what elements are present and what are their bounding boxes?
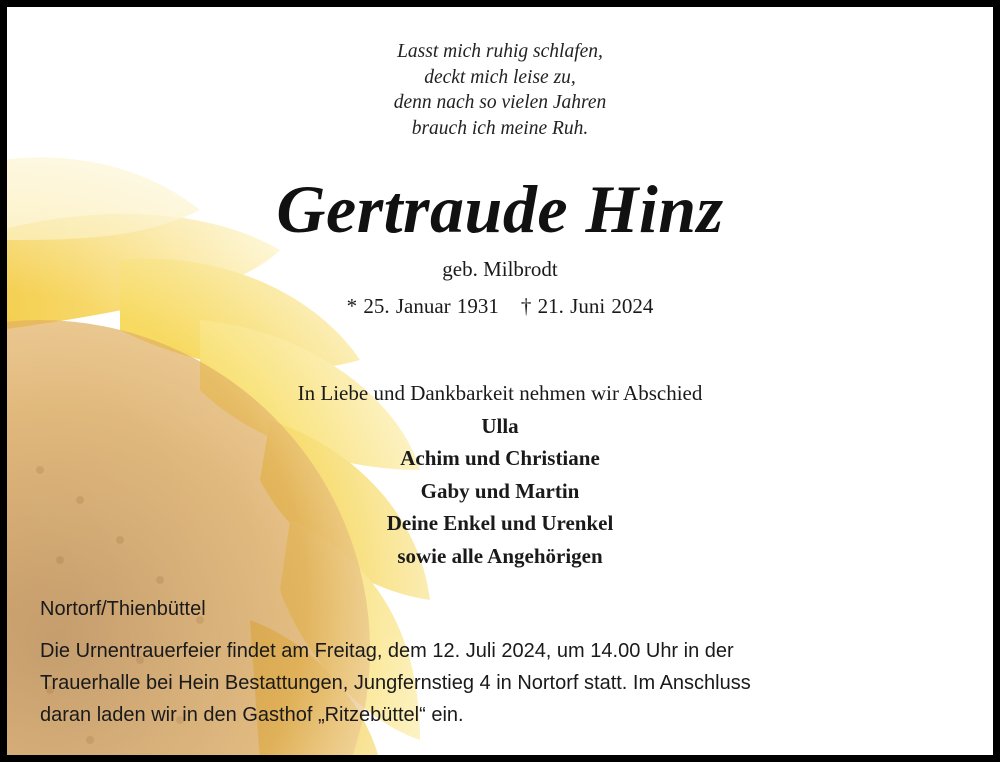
farewell-block <box>7 377 993 572</box>
maiden-name: geb. Milbrodt <box>442 257 558 281</box>
mourner: Deine Enkel und Urenkel <box>386 511 614 535</box>
mourner: sowie alle Angehörigen <box>397 543 603 568</box>
mourner: Ulla <box>481 413 519 438</box>
poem-line: Lasst mich ruhig schlafen, <box>397 41 603 62</box>
service-line: daran laden wir in den Gasthof „Ritzebüttel“ ein. <box>40 704 464 726</box>
life-dates <box>7 292 993 320</box>
farewell-intro: In Liebe und Dankbarkeit nehmen wir Abschied <box>297 381 703 405</box>
service-info <box>40 635 940 731</box>
poem-line: deckt mich leise zu, <box>424 66 576 88</box>
birth-date: * 25. Januar 1931 <box>346 294 499 318</box>
mourner: Achim und Christiane <box>400 446 600 470</box>
service-line: Die Urnentrauerfeier findet am Freitag, dem 12. Juli 2024, um 14.00 Uhr in der <box>40 640 734 662</box>
poem <box>7 39 993 141</box>
deceased-name: Gertraude Hinz <box>276 171 724 247</box>
mourner: Gaby und Martin <box>420 478 580 503</box>
poem-line: denn nach so vielen Jahren <box>393 92 607 113</box>
death-date: † 21. Juni 2024 <box>520 294 654 318</box>
service-line: Trauerhalle bei Hein Bestattungen, Jungfernstieg 4 in Nortorf statt. Im Anschluss <box>40 672 751 694</box>
place-name: Nortorf/Thienbüttel <box>40 598 206 620</box>
poem-line: brauch ich meine Ruh. <box>411 117 589 139</box>
